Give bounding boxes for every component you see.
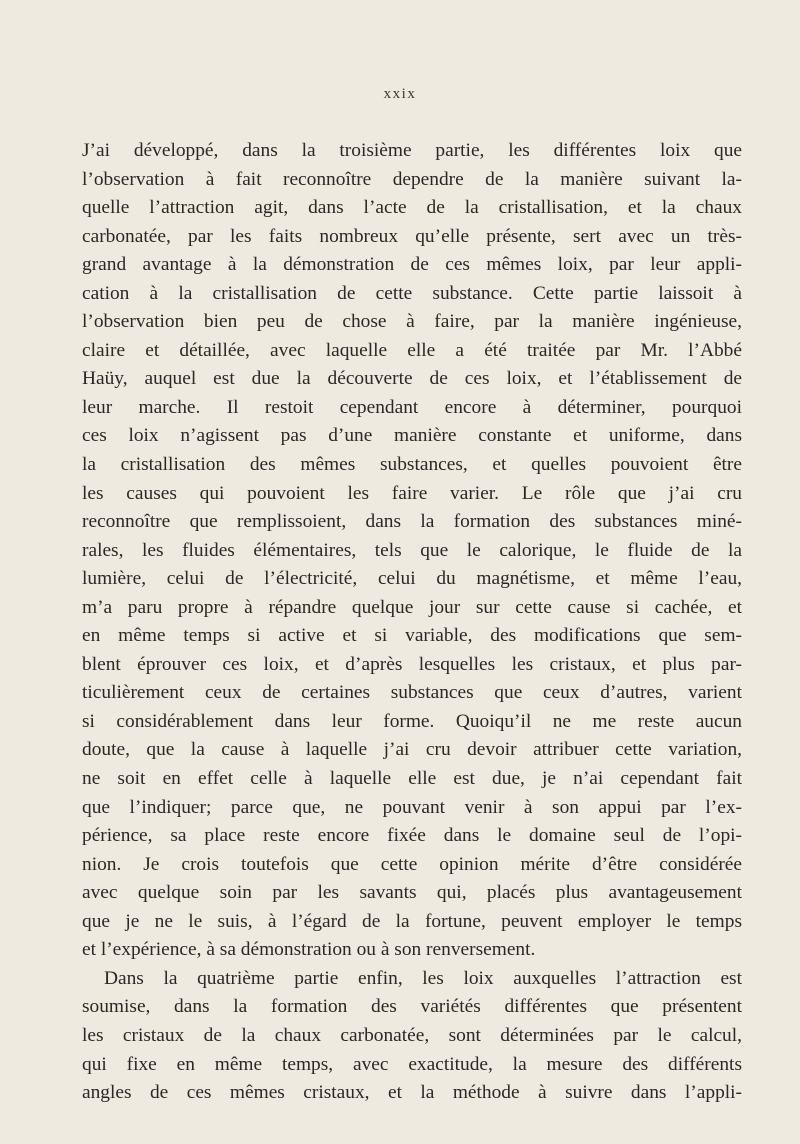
text-line: que je ne le suis, à l’égard de la fortune, peuvent employer le temps [82, 910, 742, 932]
text-line: grand avantage à la démonstration de ces mêmes loix, par leur appli- [82, 254, 742, 276]
text-line: l’observation bien peu de chose à faire, par la manière ingénieuse, [82, 311, 742, 333]
text-line: quelle l’attraction agit, dans l’acte de la cristallisation, et la chaux [82, 197, 742, 219]
text-line: Haüy, auquel est due la découverte de ces loix, et l’établissement de [82, 368, 742, 390]
body-text [82, 137, 742, 1108]
text-line: lumière, celui de l’électricité, celui du magnétisme, et même l’eau, [82, 568, 742, 590]
text-line: la cristallisation des mêmes substances, et quelles pouvoient être [82, 454, 742, 476]
text-line: avec quelque soin par les savants qui, placés plus avantageusement [82, 882, 742, 904]
text-line: périence, sa place reste encore fixée dans le domaine seul de l’opi- [82, 825, 742, 847]
text-line: les cristaux de la chaux carbonatée, sont déterminées par le calcul, [82, 1024, 742, 1046]
text-line: J’ai développé, dans la troisième partie, les différentes loix que [82, 140, 742, 161]
text-line: les causes qui pouvoient les faire varier. Le rôle que j’ai cru [82, 482, 742, 504]
text-line: rales, les fluides élémentaires, tels que le calorique, le fluide de la [82, 539, 742, 561]
text-line: doute, que la cause à laquelle j’ai cru devoir attribuer cette variation, [82, 739, 742, 761]
text-line: qui fixe en même temps, avec exactitude, la mesure des différents [82, 1053, 742, 1075]
paragraph-1 [82, 137, 742, 965]
paragraph-2 [82, 965, 742, 1108]
text-line: m’a paru propre à répandre quelque jour sur cette cause si cachée, et [82, 596, 742, 618]
text-line: reconnoître que remplissoient, dans la formation des substances miné- [82, 511, 742, 533]
text-line: cation à la cristallisation de cette substance. Cette partie laissoit à [82, 282, 742, 304]
text-line: ticulièrement ceux de certaines substances que ceux d’autres, varient [82, 682, 742, 704]
text-line: l’observation à fait reconnoître dependre de la manière suivant la- [82, 168, 742, 190]
page-folio: xxix [383, 86, 417, 102]
text-line: leur marche. Il restoit cependant encore à déterminer, pourquoi [82, 396, 742, 418]
text-line: Dans la quatrième partie enfin, les loix auxquelles l’attraction est [104, 967, 742, 989]
text-line: carbonatée, par les faits nombreux qu’elle présente, sert avec un très- [82, 225, 742, 247]
text-line: ces loix n’agissent pas d’une manière constante et uniforme, dans [82, 425, 742, 447]
text-line: et l’expérience, à sa démonstration ou à son renversement. [82, 939, 536, 961]
text-line: soumise, dans la formation des variétés différentes que présentent [82, 996, 742, 1018]
text-line: nion. Je crois toutefois que cette opinion mérite d’être considérée [82, 853, 742, 875]
text-line: en même temps si active et si variable, des modifications que sem- [82, 625, 742, 647]
text-line: angles de ces mêmes cristaux, et la méthode à suivre dans l’appli- [82, 1082, 742, 1104]
text-line: claire et détaillée, avec laquelle elle a été traitée par Mr. l’Abbé [82, 339, 742, 361]
text-line: si considérablement dans leur forme. Quoiqu’il ne me reste aucun [82, 710, 742, 732]
text-line: ne soit en effet celle à laquelle elle est due, je n’ai cependant fait [82, 768, 742, 790]
text-line: blent éprouver ces loix, et d’après lesquelles les cristaux, et plus par- [82, 653, 742, 675]
text-line: que l’indiquer; parce que, ne pouvant venir à son appui par l’ex- [82, 796, 742, 818]
